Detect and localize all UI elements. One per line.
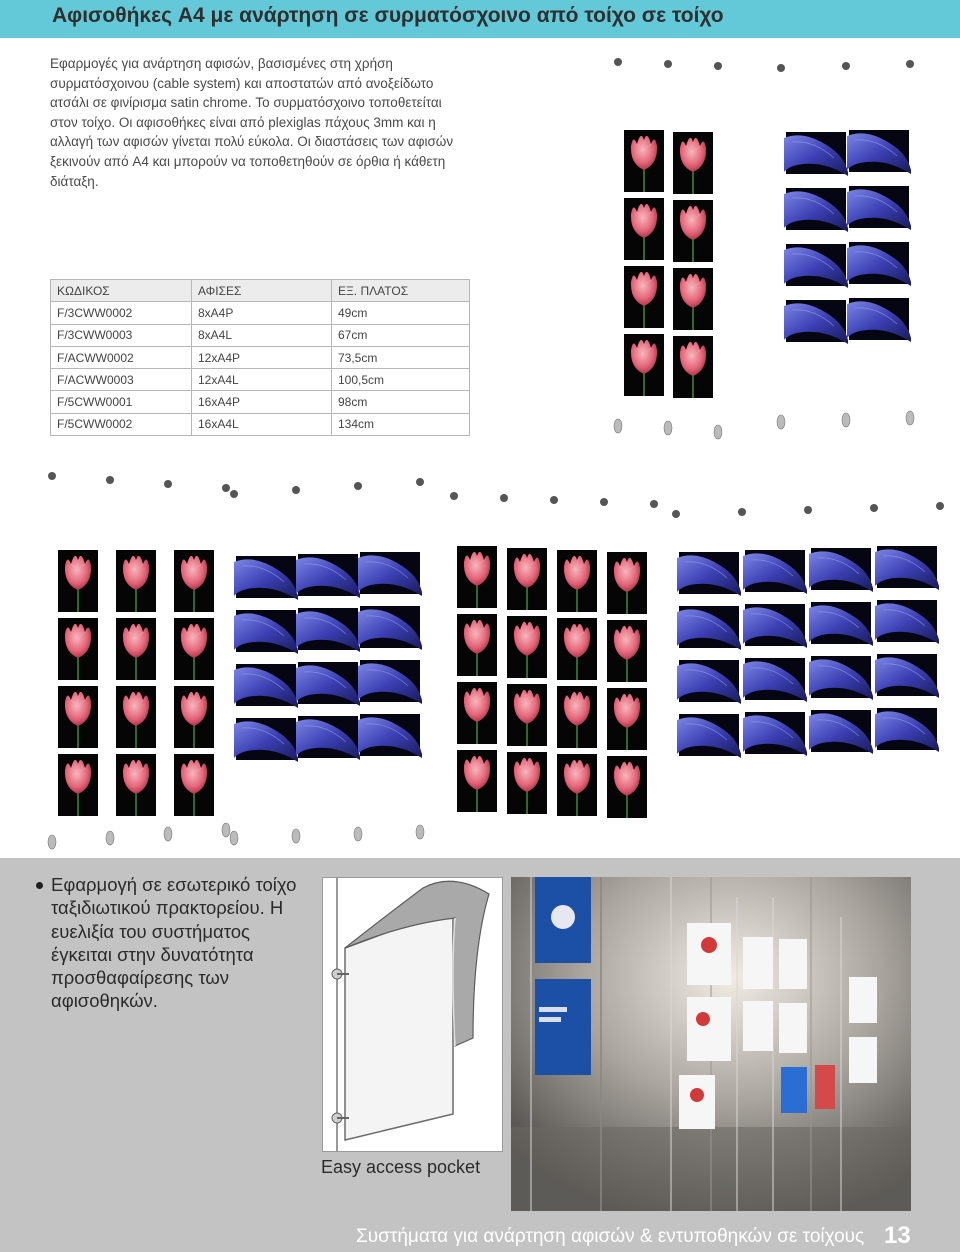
cell-posters: 12xA4L bbox=[192, 369, 332, 391]
header-posters: ΑΦΙΣΕΣ bbox=[192, 280, 332, 302]
table-row bbox=[51, 346, 470, 368]
product-photo-top bbox=[606, 52, 938, 444]
easy-access-pocket-illustration bbox=[323, 878, 502, 1151]
page-number: 13 bbox=[884, 1222, 911, 1249]
cell-width: 134cm bbox=[332, 413, 470, 435]
spec-table bbox=[50, 279, 470, 436]
table-row bbox=[51, 369, 470, 391]
cell-width: 100,5cm bbox=[332, 369, 470, 391]
pocket-illustration-frame bbox=[322, 877, 503, 1152]
header-code: ΚΩΔΙΚΟΣ bbox=[51, 280, 192, 302]
travel-agency-wall-photo bbox=[511, 877, 911, 1211]
cell-posters: 8xA4L bbox=[192, 324, 332, 346]
page-title: Αφισοθήκες A4 με ανάρτηση σε συρματόσχοινο από τοίχο σε τοίχο bbox=[52, 4, 724, 27]
cell-code: F/5CWW0001 bbox=[51, 391, 192, 413]
cell-width: 98cm bbox=[332, 391, 470, 413]
cell-code: F/ACWW0002 bbox=[51, 346, 192, 368]
cell-width: 49cm bbox=[332, 302, 470, 324]
table-row bbox=[51, 413, 470, 435]
cell-posters: 8xA4P bbox=[192, 302, 332, 324]
table-row bbox=[51, 302, 470, 324]
bullet-icon bbox=[36, 882, 43, 889]
pocket-caption: Easy access pocket bbox=[321, 1157, 481, 1177]
cell-width: 73,5cm bbox=[332, 346, 470, 368]
table-row bbox=[51, 391, 470, 413]
header-width: ΕΞ. ΠΛΑΤΟΣ bbox=[332, 280, 470, 302]
cell-code: F/5CWW0002 bbox=[51, 413, 192, 435]
cell-code: F/ACWW0003 bbox=[51, 369, 192, 391]
footer-text: Συστήματα για ανάρτηση αφισών & εντυποθηκών σε τοίχους bbox=[356, 1226, 865, 1247]
cell-width: 67cm bbox=[332, 324, 470, 346]
table-header-row bbox=[51, 280, 470, 302]
cell-posters: 12xA4P bbox=[192, 346, 332, 368]
cell-code: F/3CWW0002 bbox=[51, 302, 192, 324]
table-row bbox=[51, 324, 470, 346]
cell-code: F/3CWW0003 bbox=[51, 324, 192, 346]
intro-paragraph: Εφαρμογές για ανάρτηση αφισών, βασισμένες στη χρήση συρματόσχοινου (cable system) και αποστατών από ανοξείδωτο ατσάλι σε φινίρισμα satin chrome. Το συρματόσχοινο τοποθετείται στον τοίχο. Οι αφισοθήκες είναι από plexiglas πάχους 3mm και η αλλαγή των αφισών γίνεται πολύ εύκολα. Οι διαστάσεις των αφισών ξεκινούν από A4 και μπορούν να τοποθετηθούν σε όρθια ή κάθετη διάταξη. bbox=[50, 56, 454, 189]
cell-posters: 16xA4L bbox=[192, 413, 332, 435]
cell-posters: 16xA4P bbox=[192, 391, 332, 413]
application-description: Εφαρμογή σε εσωτερικό τοίχο ταξιδιωτικού πρακτορείου. Η ευελιξία του συστήματος έγκειται στην δυνατότητα προσθαφαίρεσης των αφισοθηκών. bbox=[51, 874, 297, 1012]
product-photo-configurations bbox=[40, 462, 950, 852]
